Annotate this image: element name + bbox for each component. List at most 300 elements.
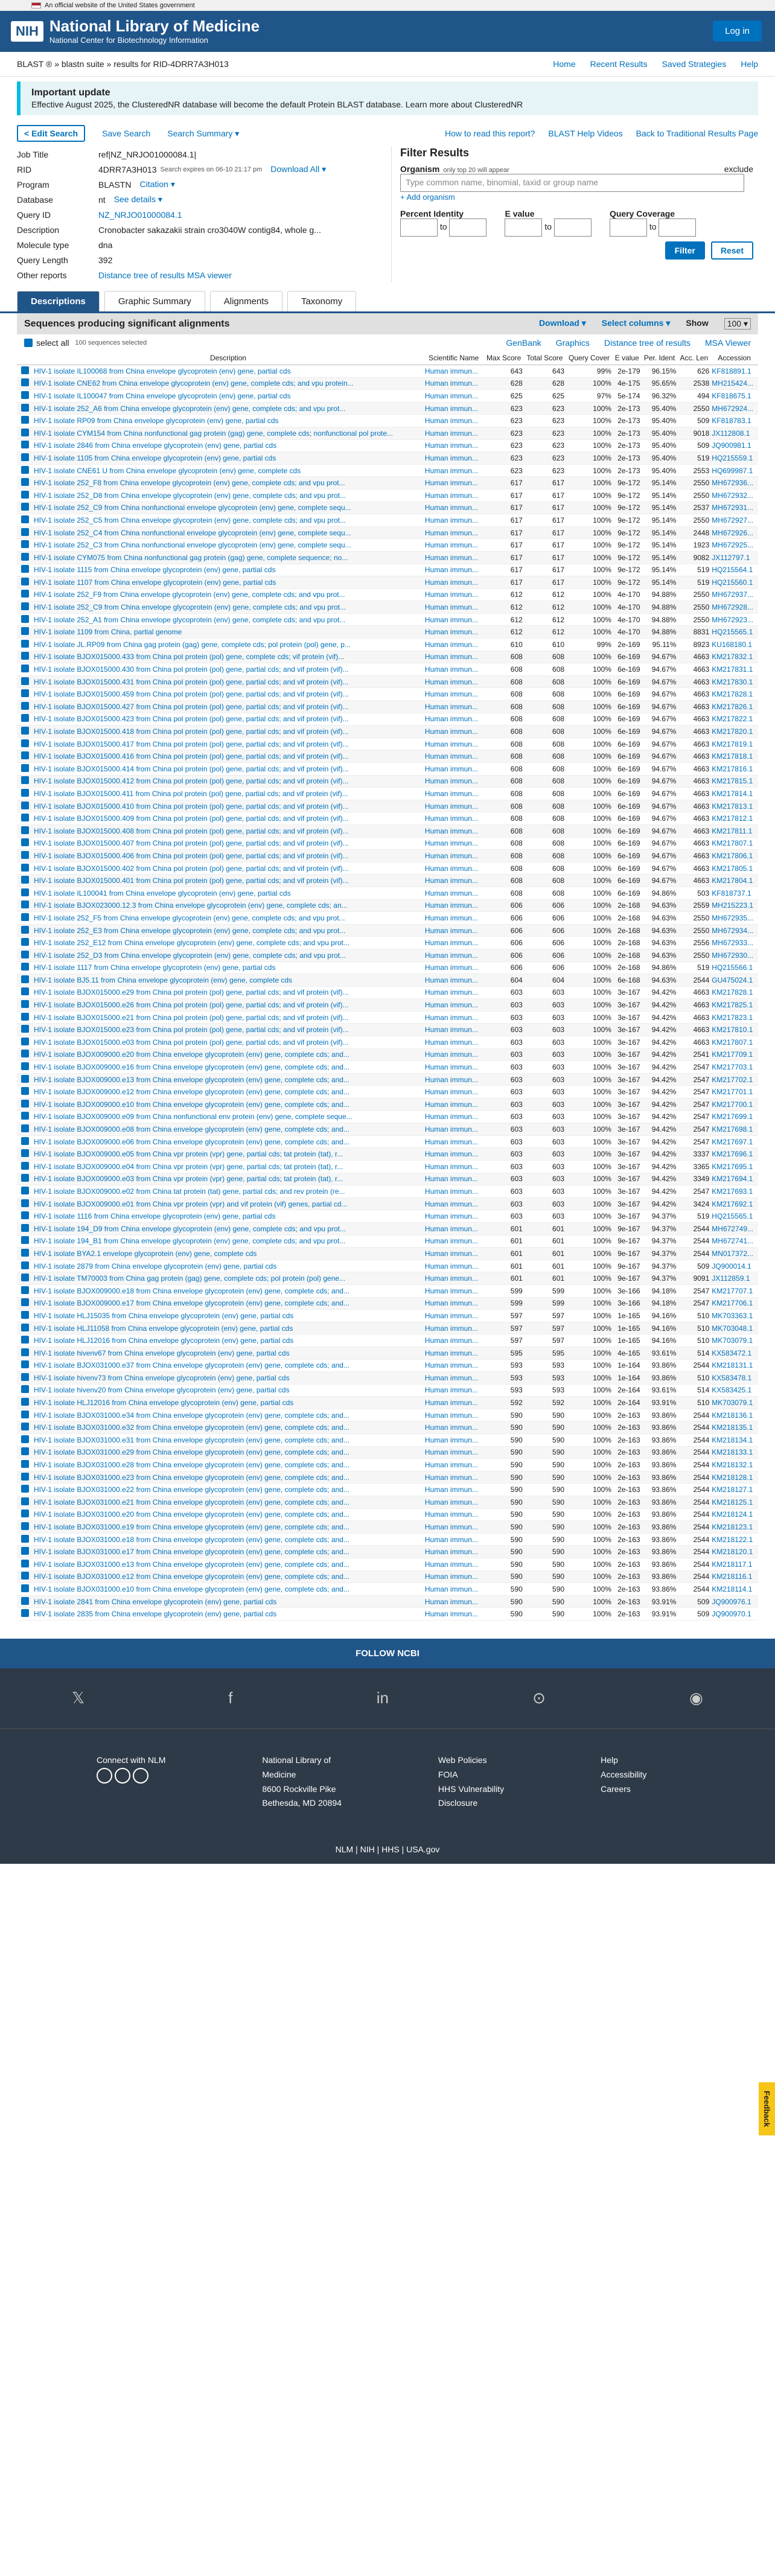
row-checkbox[interactable] xyxy=(17,601,33,614)
row-checkbox[interactable] xyxy=(17,626,33,639)
description-link[interactable]: HIV-1 isolate 252_F8 from China envelope glycoprotein (env) gene, complete cds; and vpu prot... xyxy=(33,477,424,489)
cell[interactable]: Human immun... xyxy=(424,999,484,1012)
row-checkbox[interactable] xyxy=(17,1546,33,1558)
cell[interactable]: Human immun... xyxy=(424,1372,484,1385)
cell[interactable]: Human immun... xyxy=(424,1496,484,1509)
description-link[interactable]: HIV-1 isolate BJOX015000.401 from China pol protein (pol) gene, partial cds; and vif protein (vif)... xyxy=(33,875,424,887)
rss-icon[interactable]: ◉ xyxy=(689,1689,703,1707)
accession-link[interactable]: KM217697.1 xyxy=(710,1135,758,1148)
description-link[interactable]: HIV-1 isolate BJOX031000.e37 from China envelope glycoprotein (env) gene, complete cds; and... xyxy=(33,1359,424,1372)
description-link[interactable]: HIV-1 isolate hivenv20 from China envelope glycoprotein (env) gene, partial cds xyxy=(33,1384,424,1397)
description-link[interactable]: HIV-1 isolate 252_D8 from China envelope glycoprotein (env) gene, complete cds; and vpu prot... xyxy=(33,489,424,502)
footer-link[interactable]: HHS Vulnerability xyxy=(438,1784,505,1794)
description-link[interactable]: HIV-1 isolate 1105 from China envelope glycoprotein (env) gene, partial cds xyxy=(33,452,424,465)
accession-link[interactable]: KF818783.1 xyxy=(710,415,758,427)
description-link[interactable]: HIV-1 isolate 252_F5 from China envelope glycoprotein (env) gene, complete cds; and vpu prot... xyxy=(33,912,424,925)
footer-link[interactable]: Web Policies xyxy=(438,1755,487,1765)
description-link[interactable]: HIV-1 isolate JL.RP09 from China gag protein (gag) gene, complete cds; pol protein (pol) gene, p... xyxy=(33,639,424,651)
select-link-0[interactable]: GenBank xyxy=(506,338,541,348)
tab-graphic-summary[interactable]: Graphic Summary xyxy=(104,291,205,311)
row-checkbox[interactable] xyxy=(17,390,33,403)
cell[interactable]: Human immun... xyxy=(424,576,484,589)
row-checkbox[interactable] xyxy=(17,738,33,750)
cell[interactable]: Human immun... xyxy=(424,365,484,378)
description-link[interactable]: HIV-1 isolate HLJ15035 from China envelope glycoprotein (env) gene, partial cds xyxy=(33,1310,424,1322)
accession-link[interactable]: JX112859.1 xyxy=(710,1272,758,1285)
cell[interactable]: Human immun... xyxy=(424,937,484,949)
row-checkbox[interactable] xyxy=(17,1272,33,1285)
accession-link[interactable]: KM218133.1 xyxy=(710,1446,758,1459)
cell[interactable]: Human immun... xyxy=(424,924,484,937)
cell[interactable]: Human immun... xyxy=(424,1446,484,1459)
description-link[interactable]: HIV-1 isolate BJOX015000.459 from China pol protein (pol) gene, partial cds; and vif protein (vif)... xyxy=(33,688,424,701)
cell[interactable]: Human immun... xyxy=(424,464,484,477)
row-checkbox[interactable] xyxy=(17,1310,33,1322)
cell[interactable]: Human immun... xyxy=(424,1322,484,1334)
cell[interactable]: Human immun... xyxy=(424,477,484,489)
cell[interactable]: Human immun... xyxy=(424,1409,484,1421)
description-link[interactable]: HIV-1 isolate 2879 from China envelope glycoprotein (env) gene, partial cds xyxy=(33,1260,424,1272)
description-link[interactable]: HIV-1 isolate 252_C3 from China nonfunctional envelope glycoprotein (env) gene, complete sequ... xyxy=(33,539,424,552)
cell[interactable]: Human immun... xyxy=(424,986,484,999)
description-link[interactable]: HIV-1 isolate BJOX009000.e06 from China envelope glycoprotein (env) gene, complete cds; and... xyxy=(33,1135,424,1148)
accession-link[interactable]: KM217812.1 xyxy=(710,812,758,825)
accession-link[interactable]: MH672934... xyxy=(710,924,758,937)
accession-link[interactable]: KM217701.1 xyxy=(710,1086,758,1098)
row-checkbox[interactable] xyxy=(17,750,33,763)
row-checkbox[interactable] xyxy=(17,439,33,452)
cell[interactable]: Human immun... xyxy=(424,812,484,825)
accession-link[interactable]: KM217706.1 xyxy=(710,1297,758,1310)
row-checkbox[interactable] xyxy=(17,551,33,564)
description-link[interactable]: HIV-1 isolate RP09 from China envelope glycoprotein (env) gene, partial cds xyxy=(33,415,424,427)
accession-link[interactable]: HQ699987.1 xyxy=(710,464,758,477)
cell[interactable]: Human immun... xyxy=(424,1248,484,1260)
cell[interactable]: Human immun... xyxy=(424,1508,484,1521)
row-checkbox[interactable] xyxy=(17,924,33,937)
cell[interactable]: Human immun... xyxy=(424,526,484,539)
cell[interactable]: Human immun... xyxy=(424,1459,484,1471)
cell[interactable]: Human immun... xyxy=(424,452,484,465)
accession-link[interactable]: KM218127.1 xyxy=(710,1484,758,1496)
description-link[interactable]: HIV-1 isolate 252_F9 from China envelope glycoprotein (env) gene, complete cds; and vpu prot... xyxy=(33,588,424,601)
cell[interactable]: Human immun... xyxy=(424,1197,484,1210)
description-link[interactable]: HIV-1 isolate BJOX031000.e29 from China envelope glycoprotein (env) gene, complete cds; and... xyxy=(33,1446,424,1459)
row-checkbox[interactable] xyxy=(17,514,33,527)
description-link[interactable]: HIV-1 isolate 252_C4 from China nonfunctional envelope glycoprotein (env) gene, complete sequ... xyxy=(33,526,424,539)
twitter-icon[interactable]: 𝕏 xyxy=(72,1689,85,1707)
job-link[interactable]: Download All ▾ xyxy=(270,164,327,174)
description-link[interactable]: HIV-1 isolate 1117 from China envelope glycoprotein (env) gene, partial cds xyxy=(33,961,424,974)
accession-link[interactable]: KM217815.1 xyxy=(710,775,758,788)
row-checkbox[interactable] xyxy=(17,1210,33,1223)
description-link[interactable]: HIV-1 isolate BJOX015000.414 from China pol protein (pol) gene, partial cds; and vif protein (vif)... xyxy=(33,763,424,776)
accession-link[interactable]: MH672925... xyxy=(710,539,758,552)
footer-link[interactable]: Bethesda, MD 20894 xyxy=(262,1798,342,1808)
cell[interactable]: Human immun... xyxy=(424,1359,484,1372)
cell[interactable]: Human immun... xyxy=(424,1123,484,1136)
description-link[interactable]: HIV-1 isolate BJOX009000.e04 from China vpr protein (vpr) gene, partial cds; tat protein (tat), r... xyxy=(33,1161,424,1173)
accession-link[interactable]: KM218136.1 xyxy=(710,1409,758,1421)
cell[interactable]: Human immun... xyxy=(424,1533,484,1546)
row-checkbox[interactable] xyxy=(17,1098,33,1111)
accession-link[interactable]: KM217828.1 xyxy=(710,986,758,999)
description-link[interactable]: HIV-1 isolate BJOX009000.e05 from China vpr protein (vpr) gene, partial cds; tat protein (tat), r... xyxy=(33,1148,424,1161)
ev-from-input[interactable] xyxy=(505,218,542,237)
row-checkbox[interactable] xyxy=(17,1459,33,1471)
description-link[interactable]: HIV-1 isolate BJOX031000.e34 from China envelope glycoprotein (env) gene, complete cds; and... xyxy=(33,1409,424,1421)
description-link[interactable]: HIV-1 isolate BJOX009000.e20 from China envelope glycoprotein (env) gene, complete cds; and... xyxy=(33,1048,424,1061)
description-link[interactable]: HIV-1 isolate CNE62 from China envelope glycoprotein (env) gene, complete cds; and vpu protein... xyxy=(33,377,424,390)
accession-link[interactable]: KM217831.1 xyxy=(710,663,758,676)
cell[interactable]: Human immun... xyxy=(424,1546,484,1558)
description-link[interactable]: HIV-1 isolate BYA2.1 envelope glycoprotein (env) gene, complete cds xyxy=(33,1248,424,1260)
row-checkbox[interactable] xyxy=(17,1073,33,1086)
row-checkbox[interactable] xyxy=(17,1421,33,1434)
row-checkbox[interactable] xyxy=(17,1148,33,1161)
row-checkbox[interactable] xyxy=(17,564,33,576)
description-link[interactable]: HIV-1 isolate BJOX009000.e16 from China envelope glycoprotein (env) gene, complete cds; and... xyxy=(33,1061,424,1074)
cell[interactable]: Human immun... xyxy=(424,1135,484,1148)
accession-link[interactable]: KM217699.1 xyxy=(710,1111,758,1123)
row-checkbox[interactable] xyxy=(17,377,33,390)
cell[interactable]: Human immun... xyxy=(424,601,484,614)
row-checkbox[interactable] xyxy=(17,576,33,589)
description-link[interactable]: HIV-1 isolate 2835 from China envelope glycoprotein (env) gene, partial cds xyxy=(33,1608,424,1621)
accession-link[interactable]: MN017372... xyxy=(710,1248,758,1260)
cell[interactable]: Human immun... xyxy=(424,800,484,812)
tab-alignments[interactable]: Alignments xyxy=(210,291,282,311)
description-link[interactable]: HIV-1 isolate BJOX015000.406 from China pol protein (pol) gene, partial cds; and vif protein (vif)... xyxy=(33,850,424,862)
cell[interactable]: Human immun... xyxy=(424,489,484,502)
row-checkbox[interactable] xyxy=(17,824,33,837)
footer-link[interactable]: Disclosure xyxy=(438,1798,478,1808)
row-checkbox[interactable] xyxy=(17,639,33,651)
description-link[interactable]: HIV-1 isolate 194_D9 from China envelope glycoprotein (env) gene, complete cds; and vpu prot... xyxy=(33,1222,424,1235)
save-search-link[interactable]: Save Search xyxy=(102,129,151,138)
cell[interactable]: Human immun... xyxy=(424,1073,484,1086)
description-link[interactable]: HIV-1 isolate 252_E3 from China envelope glycoprotein (env) gene, complete cds; and vpu prot... xyxy=(33,924,424,937)
accession-link[interactable]: MH672935... xyxy=(710,912,758,925)
row-checkbox[interactable] xyxy=(17,1322,33,1334)
row-checkbox[interactable] xyxy=(17,1173,33,1185)
description-link[interactable]: HIV-1 isolate BJOX015000.e29 from China pol protein (pol) gene, partial cds; and vif protein (vif)... xyxy=(33,986,424,999)
description-link[interactable]: HIV-1 isolate BJOX015000.e26 from China pol protein (pol) gene, partial cds; and vif protein (vif)... xyxy=(33,999,424,1012)
row-checkbox[interactable] xyxy=(17,763,33,776)
cell[interactable]: Human immun... xyxy=(424,1011,484,1024)
row-checkbox[interactable] xyxy=(17,502,33,514)
pi-to-input[interactable] xyxy=(449,218,486,237)
accession-link[interactable]: KM217814.1 xyxy=(710,788,758,800)
cell[interactable]: Human immun... xyxy=(424,912,484,925)
cell[interactable]: Human immun... xyxy=(424,701,484,713)
accession-link[interactable]: KM218122.1 xyxy=(710,1533,758,1546)
cell[interactable]: Human immun... xyxy=(424,514,484,527)
description-link[interactable]: HIV-1 isolate BJOX031000.e28 from China envelope glycoprotein (env) gene, complete cds; and... xyxy=(33,1459,424,1471)
cell[interactable]: Human immun... xyxy=(424,1260,484,1272)
cell[interactable]: Human immun... xyxy=(424,1185,484,1198)
accession-link[interactable]: KM217826.1 xyxy=(710,701,758,713)
cell[interactable]: Human immun... xyxy=(424,1036,484,1049)
cell[interactable]: Human immun... xyxy=(424,875,484,887)
help-videos-link[interactable]: BLAST Help Videos xyxy=(548,129,623,138)
accession-link[interactable]: KM217820.1 xyxy=(710,725,758,738)
row-checkbox[interactable] xyxy=(17,887,33,899)
exclude-checkbox[interactable]: exclude xyxy=(724,164,753,174)
row-checkbox[interactable] xyxy=(17,961,33,974)
facebook-circle-icon[interactable] xyxy=(115,1768,130,1784)
description-link[interactable]: HIV-1 isolate hivenv67 from China envelope glycoprotein (env) gene, partial cds xyxy=(33,1347,424,1359)
cell[interactable]: Human immun... xyxy=(424,1384,484,1397)
description-link[interactable]: HIV-1 isolate BJOX009000.e03 from China vpr protein (vpr) gene, partial cds; tat protein (tat), r... xyxy=(33,1173,424,1185)
accession-link[interactable]: MK703363.1 xyxy=(710,1310,758,1322)
row-checkbox[interactable] xyxy=(17,1359,33,1372)
row-checkbox[interactable] xyxy=(17,1334,33,1347)
row-checkbox[interactable] xyxy=(17,1471,33,1484)
description-link[interactable]: HIV-1 isolate BJOX009000.e17 from China envelope glycoprotein (env) gene, complete cds; and... xyxy=(33,1297,424,1310)
qc-from-input[interactable] xyxy=(610,218,647,237)
description-link[interactable]: HIV-1 isolate HLJ12016 from China envelope glycoprotein (env) gene, partial cds xyxy=(33,1397,424,1409)
row-checkbox[interactable] xyxy=(17,1024,33,1036)
description-link[interactable]: HIV-1 isolate 252_A6 from China envelope glycoprotein (env) gene, complete cds; and vpu prot... xyxy=(33,402,424,415)
cell[interactable]: Human immun... xyxy=(424,1284,484,1297)
cell[interactable]: Human immun... xyxy=(424,1434,484,1447)
cell[interactable]: Human immun... xyxy=(424,551,484,564)
description-link[interactable]: HIV-1 isolate BJOX015000.431 from China pol protein (pol) gene, partial cds; and vif protein (vif)... xyxy=(33,675,424,688)
row-checkbox[interactable] xyxy=(17,688,33,701)
description-link[interactable]: HIV-1 isolate 1109 from China, partial genome xyxy=(33,626,424,639)
row-checkbox[interactable] xyxy=(17,1397,33,1409)
row-checkbox[interactable] xyxy=(17,986,33,999)
cell[interactable]: Human immun... xyxy=(424,663,484,676)
description-link[interactable]: HIV-1 isolate BJOX009000.e18 from China envelope glycoprotein (env) gene, complete cds; and... xyxy=(33,1284,424,1297)
accession-link[interactable]: MH672749... xyxy=(710,1222,758,1235)
description-link[interactable]: HIV-1 isolate CYM075 from China nonfunctional gag protein (gag) gene, complete sequence; no... xyxy=(33,551,424,564)
row-checkbox[interactable] xyxy=(17,1484,33,1496)
cell[interactable]: Human immun... xyxy=(424,862,484,875)
description-link[interactable]: HIV-1 isolate BJOX015000.433 from China pol protein (pol) gene, complete cds; vif protein (vif)... xyxy=(33,651,424,663)
row-checkbox[interactable] xyxy=(17,1161,33,1173)
description-link[interactable]: HIV-1 isolate BJOX015000.427 from China pol protein (pol) gene, partial cds; and vif protein (vif)... xyxy=(33,701,424,713)
accession-link[interactable]: KM218124.1 xyxy=(710,1508,758,1521)
accession-link[interactable]: KM218116.1 xyxy=(710,1570,758,1583)
row-checkbox[interactable] xyxy=(17,862,33,875)
cell[interactable]: Human immun... xyxy=(424,1235,484,1248)
nav-link-2[interactable]: Saved Strategies xyxy=(662,59,727,69)
nih-logo[interactable]: NIH xyxy=(11,21,43,42)
footer-link[interactable]: FOIA xyxy=(438,1769,458,1779)
cell[interactable]: Human immun... xyxy=(424,427,484,439)
column-header[interactable]: Accession xyxy=(710,351,758,365)
row-checkbox[interactable] xyxy=(17,1048,33,1061)
row-checkbox[interactable] xyxy=(17,588,33,601)
description-link[interactable]: HIV-1 isolate 252_D3 from China envelope glycoprotein (env) gene, complete cds; and vpu prot... xyxy=(33,949,424,961)
row-checkbox[interactable] xyxy=(17,1061,33,1074)
cell[interactable]: Human immun... xyxy=(424,1595,484,1608)
cell[interactable]: Human immun... xyxy=(424,974,484,987)
description-link[interactable]: HIV-1 isolate BJOX015000.423 from China pol protein (pol) gene, partial cds; and vif protein (vif)... xyxy=(33,713,424,725)
column-header[interactable]: Scientific Name xyxy=(424,351,484,365)
accession-link[interactable]: MH672932... xyxy=(710,489,758,502)
description-link[interactable]: HIV-1 isolate 194_B1 from China envelope glycoprotein (env) gene, complete cds; and vpu prot... xyxy=(33,1235,424,1248)
accession-link[interactable]: KM218135.1 xyxy=(710,1421,758,1434)
accession-link[interactable]: KM217811.1 xyxy=(710,824,758,837)
accession-link[interactable]: HQ215564.1 xyxy=(710,564,758,576)
accession-link[interactable]: KM217832.1 xyxy=(710,651,758,663)
accession-link[interactable]: MH672937... xyxy=(710,588,758,601)
row-checkbox[interactable] xyxy=(17,1036,33,1049)
row-checkbox[interactable] xyxy=(17,1086,33,1098)
cell[interactable]: Human immun... xyxy=(424,1583,484,1596)
accession-link[interactable]: MH672741... xyxy=(710,1235,758,1248)
cell[interactable]: Human immun... xyxy=(424,1173,484,1185)
row-checkbox[interactable] xyxy=(17,1123,33,1136)
description-link[interactable]: HIV-1 isolate BJOX015000.409 from China pol protein (pol) gene, partial cds; and vif protein (vif)... xyxy=(33,812,424,825)
accession-link[interactable]: KM217822.1 xyxy=(710,713,758,725)
accession-link[interactable]: KM217804.1 xyxy=(710,875,758,887)
accession-link[interactable]: KX583472.1 xyxy=(710,1347,758,1359)
accession-link[interactable]: KM217810.1 xyxy=(710,1024,758,1036)
cell[interactable]: Human immun... xyxy=(424,626,484,639)
description-link[interactable]: HIV-1 isolate BJOX009000.e12 from China envelope glycoprotein (env) gene, complete cds; and... xyxy=(33,1086,424,1098)
row-checkbox[interactable] xyxy=(17,1595,33,1608)
description-link[interactable]: HIV-1 isolate IL100068 from China envelope glycoprotein (env) gene, partial cds xyxy=(33,365,424,378)
accession-link[interactable]: KM218134.1 xyxy=(710,1434,758,1447)
accession-link[interactable]: JQ900976.1 xyxy=(710,1595,758,1608)
cell[interactable]: Human immun... xyxy=(424,1086,484,1098)
description-link[interactable]: HIV-1 isolate BJOX009000.e01 from China vpr protein (vpr) and vif protein (vif) genes, partial cd... xyxy=(33,1197,424,1210)
accession-link[interactable]: KM217819.1 xyxy=(710,738,758,750)
footer-link[interactable]: Accessibility xyxy=(601,1769,647,1779)
accession-link[interactable]: MH672926... xyxy=(710,526,758,539)
cell[interactable]: Human immun... xyxy=(424,675,484,688)
row-checkbox[interactable] xyxy=(17,999,33,1012)
description-link[interactable]: HIV-1 isolate BJOX031000.e10 from China envelope glycoprotein (env) gene, complete cds; and... xyxy=(33,1583,424,1596)
cell[interactable]: Human immun... xyxy=(424,539,484,552)
how-to-read-link[interactable]: How to read this report? xyxy=(445,129,535,138)
row-checkbox[interactable] xyxy=(17,974,33,987)
description-link[interactable]: HIV-1 isolate BJOX009000.e09 from China nonfunctional env protein (env) gene, complete seque... xyxy=(33,1111,424,1123)
accession-link[interactable]: KM217828.1 xyxy=(710,688,758,701)
accession-link[interactable]: HQ215560.1 xyxy=(710,576,758,589)
site-title[interactable]: National Library of Medicine xyxy=(49,17,260,35)
organism-input[interactable]: Type common name, binomial, taxid or group name xyxy=(400,174,744,192)
cell[interactable]: Human immun... xyxy=(424,961,484,974)
cell[interactable]: Human immun... xyxy=(424,1222,484,1235)
row-checkbox[interactable] xyxy=(17,837,33,850)
cell[interactable]: Human immun... xyxy=(424,1098,484,1111)
row-checkbox[interactable] xyxy=(17,1533,33,1546)
description-link[interactable]: HIV-1 isolate BJOX031000.e31 from China envelope glycoprotein (env) gene, complete cds; and... xyxy=(33,1434,424,1447)
row-checkbox[interactable] xyxy=(17,1011,33,1024)
accession-link[interactable]: KM217700.1 xyxy=(710,1098,758,1111)
description-link[interactable]: HIV-1 isolate BJOX015000.412 from China pol protein (pol) gene, partial cds; and vif protein (vif)... xyxy=(33,775,424,788)
login-button[interactable]: Log in xyxy=(713,21,762,42)
cell[interactable]: Human immun... xyxy=(424,639,484,651)
row-checkbox[interactable] xyxy=(17,812,33,825)
description-link[interactable]: HIV-1 isolate BJOX031000.e23 from China envelope glycoprotein (env) gene, complete cds; and... xyxy=(33,1471,424,1484)
cell[interactable]: Human immun... xyxy=(424,502,484,514)
select-all-checkbox[interactable] xyxy=(24,339,33,347)
cell[interactable]: Human immun... xyxy=(424,613,484,626)
row-checkbox[interactable] xyxy=(17,1583,33,1596)
accession-link[interactable]: KM217807.1 xyxy=(710,837,758,850)
accession-link[interactable]: HQ215565.1 xyxy=(710,626,758,639)
description-link[interactable]: HIV-1 isolate BJOX031000.e21 from China envelope glycoprotein (env) gene, complete cds; and... xyxy=(33,1496,424,1509)
accession-link[interactable]: KM217707.1 xyxy=(710,1284,758,1297)
cell[interactable]: Human immun... xyxy=(424,688,484,701)
row-checkbox[interactable] xyxy=(17,651,33,663)
accession-link[interactable]: KM217703.1 xyxy=(710,1061,758,1074)
row-checkbox[interactable] xyxy=(17,701,33,713)
cell[interactable]: Human immun... xyxy=(424,1334,484,1347)
cell[interactable]: Human immun... xyxy=(424,738,484,750)
cell[interactable]: Human immun... xyxy=(424,415,484,427)
cell[interactable]: Human immun... xyxy=(424,402,484,415)
tab-descriptions[interactable]: Descriptions xyxy=(17,291,100,311)
accession-link[interactable]: KM217692.1 xyxy=(710,1197,758,1210)
cell[interactable]: Human immun... xyxy=(424,1570,484,1583)
column-header[interactable]: E value xyxy=(613,351,642,365)
description-link[interactable]: HIV-1 isolate BJOX031000.e17 from China envelope glycoprotein (env) gene, complete cds; and... xyxy=(33,1546,424,1558)
cell[interactable]: Human immun... xyxy=(424,651,484,663)
description-link[interactable]: HIV-1 isolate TM70003 from China gag protein (gag) gene, complete cds; pol protein (pol) gene... xyxy=(33,1272,424,1285)
row-checkbox[interactable] xyxy=(17,788,33,800)
description-link[interactable]: HIV-1 isolate BJOX015000.417 from China pol protein (pol) gene, partial cds; and vif protein (vif)... xyxy=(33,738,424,750)
row-checkbox[interactable] xyxy=(17,1297,33,1310)
accession-link[interactable]: KM218120.1 xyxy=(710,1546,758,1558)
description-link[interactable]: HIV-1 isolate BJOX015000.e23 from China pol protein (pol) gene, partial cds; and vif protein (vif)... xyxy=(33,1024,424,1036)
accession-link[interactable]: KM217709.1 xyxy=(710,1048,758,1061)
select-link-3[interactable]: MSA Viewer xyxy=(705,338,751,348)
cell[interactable]: Human immun... xyxy=(424,763,484,776)
accession-link[interactable]: KF818891.1 xyxy=(710,365,758,378)
footer-link[interactable]: National Library of xyxy=(262,1755,331,1765)
accession-link[interactable]: KM217805.1 xyxy=(710,862,758,875)
accession-link[interactable]: MH672927... xyxy=(710,514,758,527)
cell[interactable]: Human immun... xyxy=(424,837,484,850)
accession-link[interactable]: KM218128.1 xyxy=(710,1471,758,1484)
accession-link[interactable]: JQ900970.1 xyxy=(710,1608,758,1621)
cell[interactable]: Human immun... xyxy=(424,725,484,738)
description-link[interactable]: HIV-1 isolate BJOX015000.407 from China pol protein (pol) gene, partial cds; and vif protein (vif)... xyxy=(33,837,424,850)
row-checkbox[interactable] xyxy=(17,663,33,676)
cell[interactable]: Human immun... xyxy=(424,588,484,601)
cell[interactable]: Human immun... xyxy=(424,1521,484,1534)
row-checkbox[interactable] xyxy=(17,477,33,489)
qc-to-input[interactable] xyxy=(659,218,696,237)
footer-link[interactable]: 8600 Rockville Pike xyxy=(262,1784,336,1794)
row-checkbox[interactable] xyxy=(17,949,33,961)
row-checkbox[interactable] xyxy=(17,1248,33,1260)
row-checkbox[interactable] xyxy=(17,1496,33,1509)
accession-link[interactable]: MK703079.1 xyxy=(710,1397,758,1409)
description-link[interactable]: HIV-1 isolate 252_E12 from China envelope glycoprotein (env) gene, complete cds; and vpu prot... xyxy=(33,937,424,949)
row-checkbox[interactable] xyxy=(17,675,33,688)
row-checkbox[interactable] xyxy=(17,1135,33,1148)
accession-link[interactable]: KM217702.1 xyxy=(710,1073,758,1086)
description-link[interactable]: HIV-1 isolate BJOX031000.e32 from China envelope glycoprotein (env) gene, complete cds; and... xyxy=(33,1421,424,1434)
row-checkbox[interactable] xyxy=(17,1558,33,1571)
accession-link[interactable]: KM217696.1 xyxy=(710,1148,758,1161)
row-checkbox[interactable] xyxy=(17,1446,33,1459)
description-link[interactable]: HIV-1 isolate BJOX015000.411 from China pol protein (pol) gene, partial cds; and vif protein (vif)... xyxy=(33,788,424,800)
accession-link[interactable]: MH215223.1 xyxy=(710,899,758,912)
row-checkbox[interactable] xyxy=(17,937,33,949)
select-columns-dropdown[interactable]: Select columns ▾ xyxy=(601,318,671,328)
row-checkbox[interactable] xyxy=(17,1197,33,1210)
cell[interactable]: Human immun... xyxy=(424,1608,484,1621)
